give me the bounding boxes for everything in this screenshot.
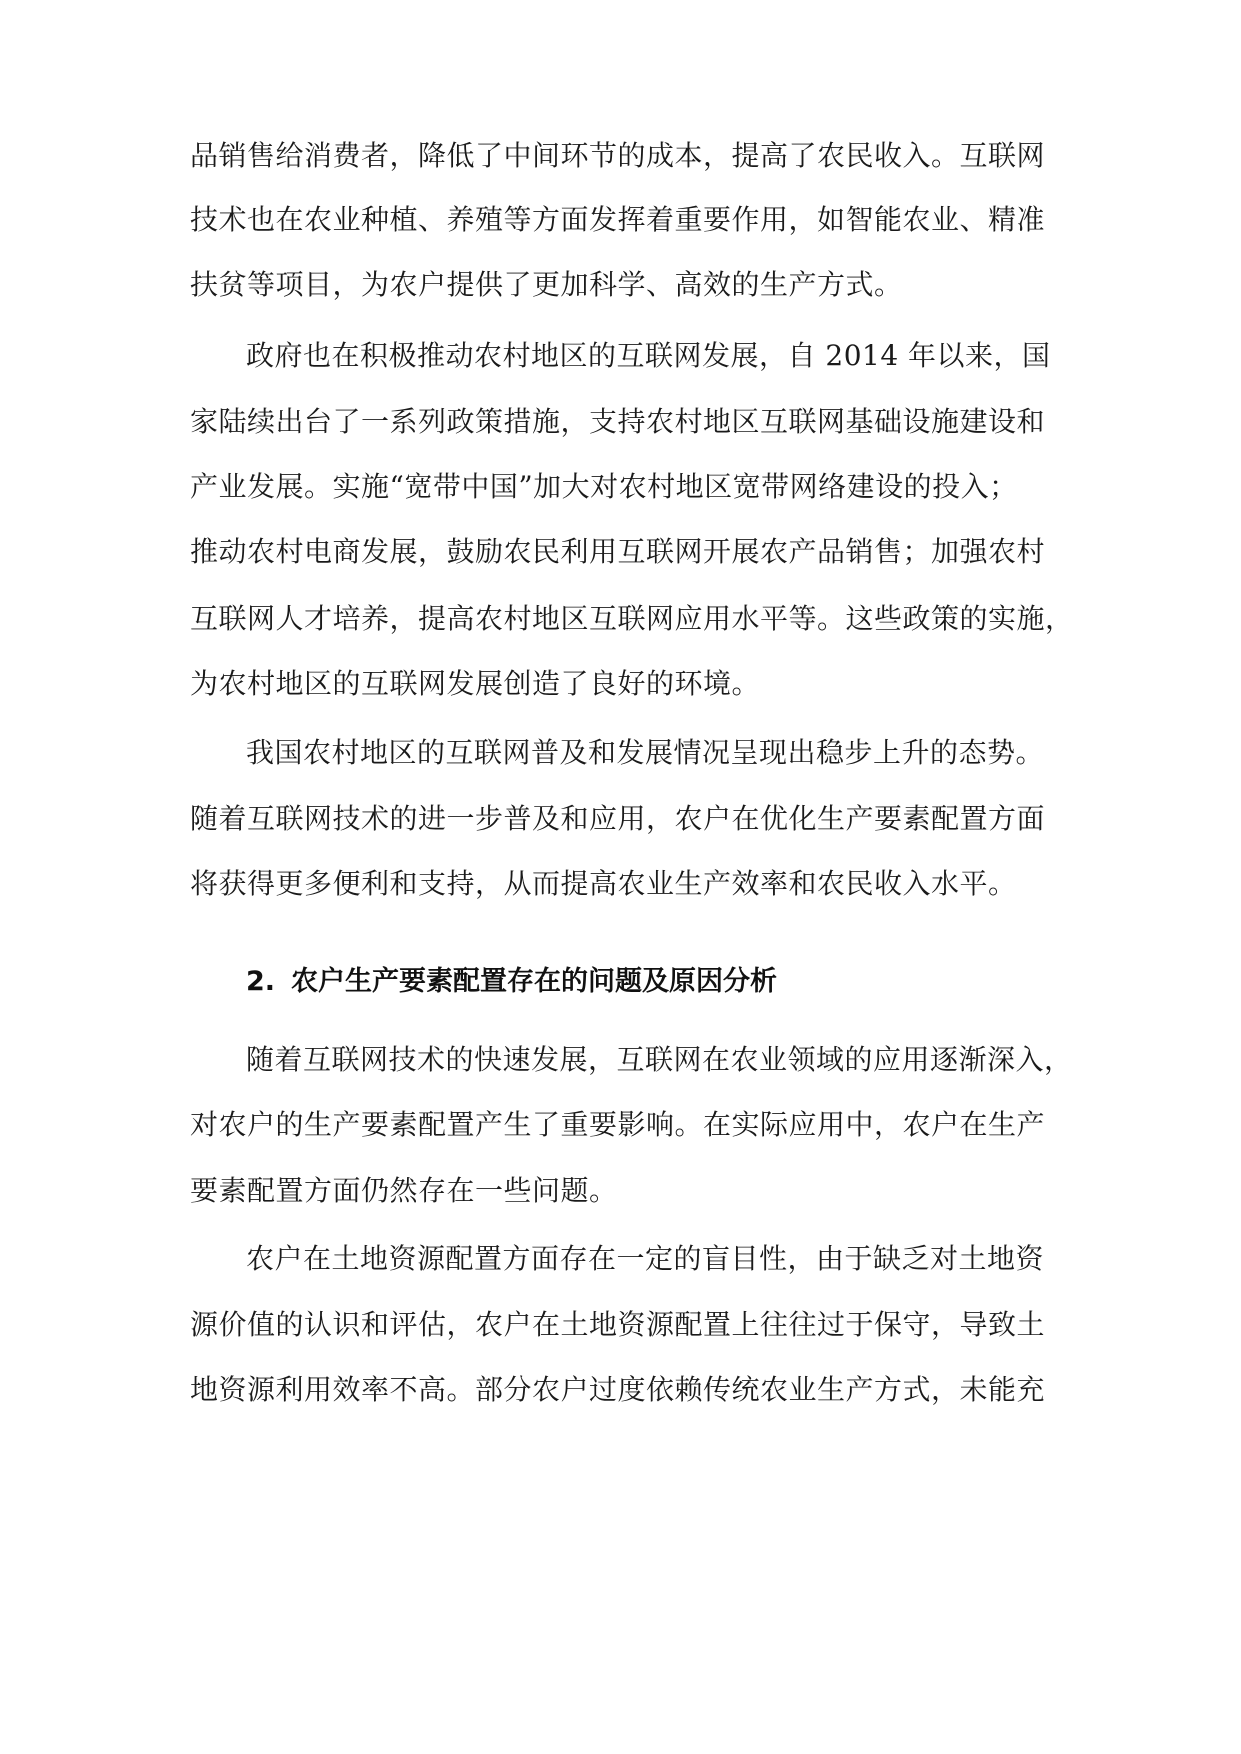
paragraph-4-line-2: 对农户的生产要素配置产生了重要影响。在实际应用中，农户在生产 (190, 1108, 1046, 1141)
paragraph-3-line-3: 将获得更多便利和支持，从而提高农业生产效率和农民收入水平。 (190, 867, 1017, 900)
paragraph-3-line-1: 我国农村地区的互联网普及和发展情况呈现出稳步上升的态势。 (246, 736, 1045, 769)
paragraph-2-line-6: 为农村地区的互联网发展创造了良好的环境。 (190, 667, 761, 700)
paragraph-2-line-5: 互联网人才培养，提高农村地区互联网应用水平等。这些政策的实施， (190, 602, 1074, 635)
paragraph-4-line-1: 随着互联网技术的快速发展，互联网在农业领域的应用逐渐深入， (246, 1043, 1073, 1076)
section-title: 农户生产要素配置存在的问题及原因分析 (291, 966, 778, 997)
paragraph-2-line-2: 家陆续出台了一系列政策措施，支持农村地区互联网基础设施建设和 (190, 405, 1046, 438)
paragraph-4-line-3: 要素配置方面仍然存在一些问题。 (190, 1174, 618, 1207)
section-heading (246, 958, 1070, 1006)
paragraph-5-line-1: 农户在土地资源配置方面存在一定的盲目性，由于缺乏对土地资 (246, 1242, 1045, 1275)
paragraph-1-line-1: 品销售给消费者，降低了中间环节的成本，提高了农民收入。互联网 (190, 139, 1046, 172)
section-number: 2. (246, 966, 276, 997)
paragraph-1-line-3: 扶贫等项目，为农户提供了更加科学、高效的生产方式。 (190, 268, 903, 301)
paragraph-3-line-2: 随着互联网技术的进一步普及和应用，农户在优化生产要素配置方面 (190, 802, 1046, 835)
paragraph-2-line-4: 推动农村电商发展，鼓励农民利用互联网开展农产品销售；加强农村 (190, 535, 1046, 568)
paragraph-5-line-2: 源价值的认识和评估，农户在土地资源配置上往往过于保守，导致土 (190, 1308, 1046, 1341)
paragraph-2-line-3: 产业发展。实施“宽带中国”加大对农村地区宽带网络建设的投入； (190, 470, 1018, 503)
paragraph-2-line-1: 政府也在积极推动农村地区的互联网发展，自 2014 年以来，国 (246, 339, 1051, 372)
paragraph-5-line-3: 地资源利用效率不高。部分农户过度依赖传统农业生产方式，未能充 (190, 1373, 1046, 1406)
paragraph-1-line-2: 技术也在农业种植、养殖等方面发挥着重要作用，如智能农业、精准 (190, 203, 1046, 236)
